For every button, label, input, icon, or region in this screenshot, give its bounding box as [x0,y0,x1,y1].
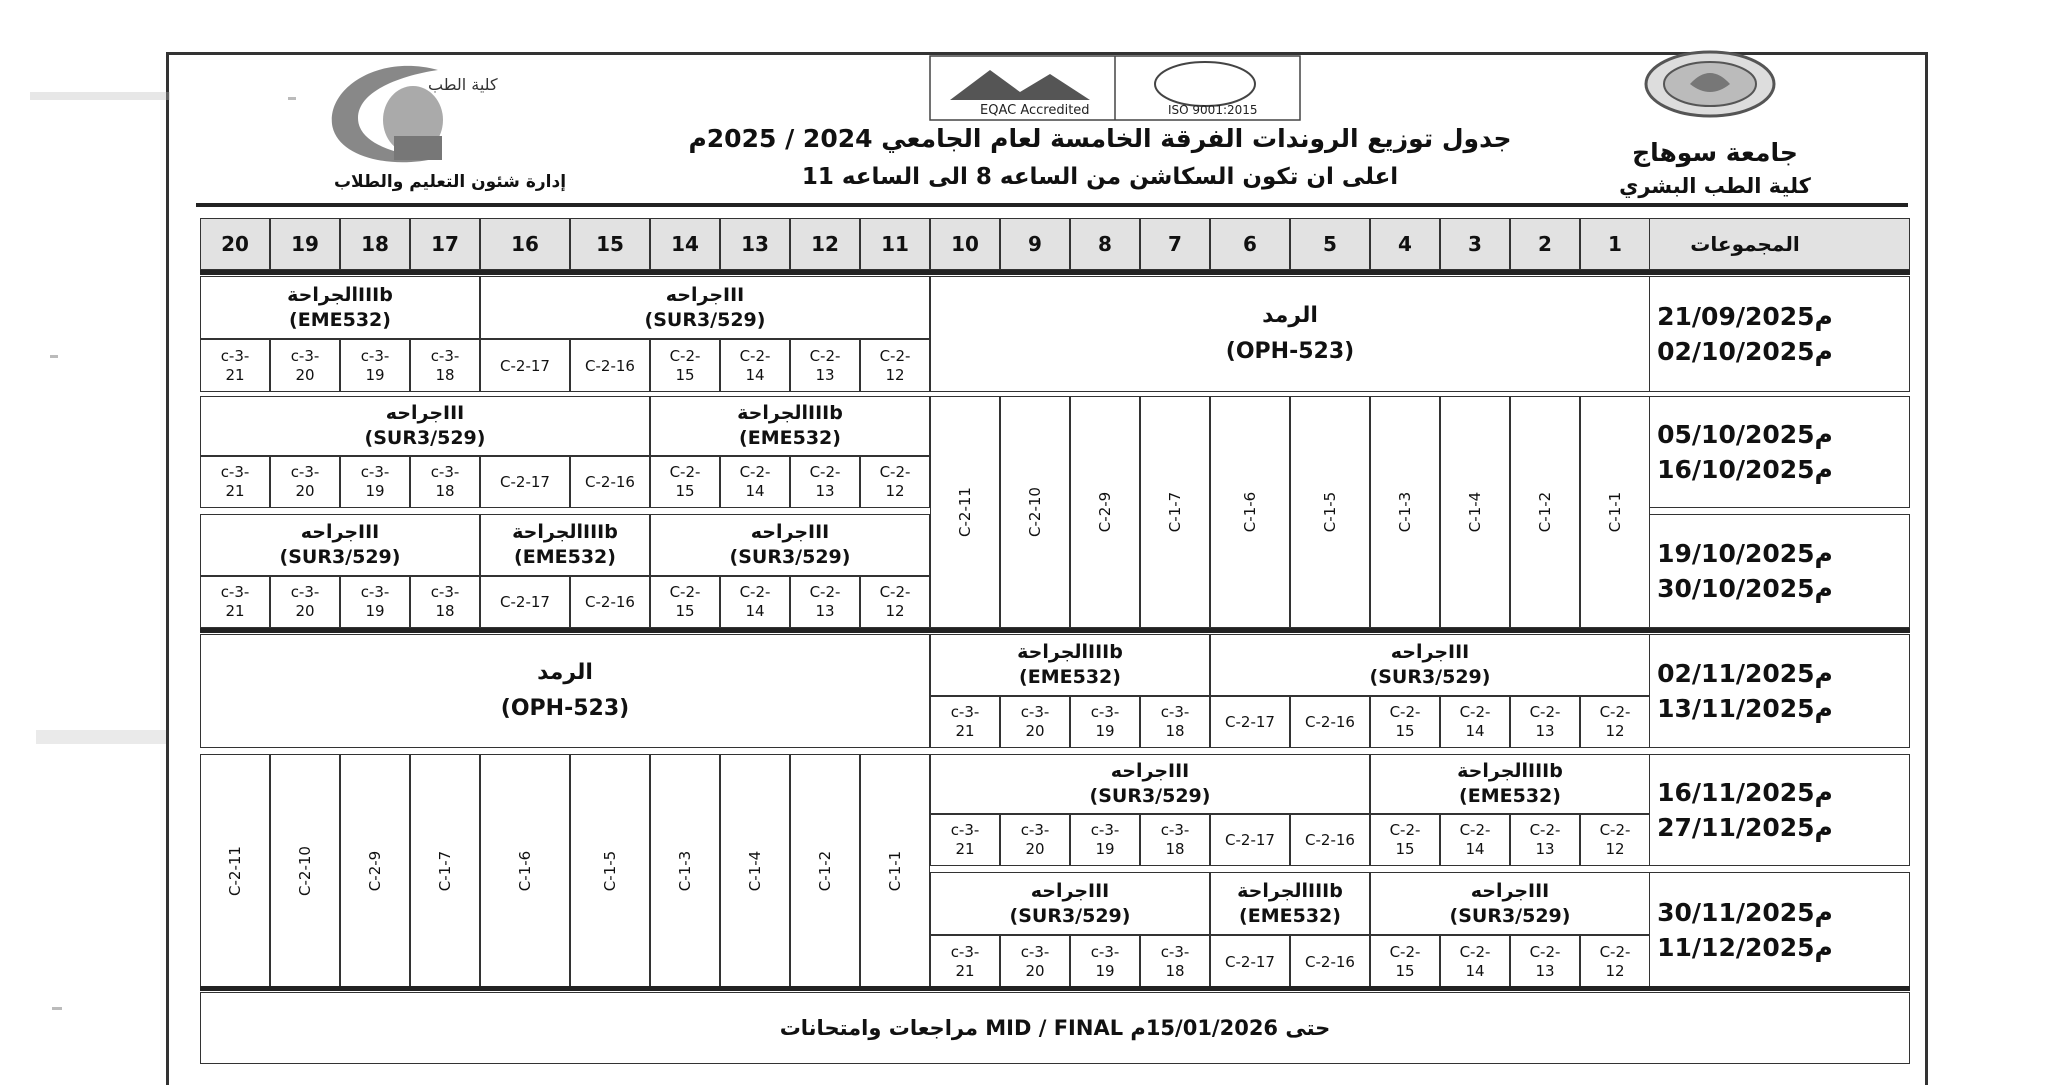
date-to: 13/11/2025م [1657,694,1833,723]
group-cell [1210,696,1290,748]
group-cell [790,339,860,392]
column-header [200,218,270,270]
group-code: c-3- 19 [360,583,390,620]
group-code: C-1-5 [600,850,619,892]
column-number: 20 [221,232,249,256]
certification-logos [930,56,1300,120]
course-block [1370,872,1650,935]
department-name: إدارة شئون التعليم والطلاب [333,172,567,192]
group-code: c-3- 19 [1090,703,1120,740]
group-code: C-2- 15 [1389,942,1421,980]
group-code: C-2- 12 [879,463,911,500]
group-code: C-2- 15 [1389,821,1421,858]
course-name: الجراحةIIIb [1017,641,1123,663]
column-number: 11 [881,232,909,256]
group-cell [1290,696,1370,748]
group-cell [1510,935,1580,988]
group-code: C-2-17 [1225,831,1275,849]
group-code: c-3- 20 [1020,942,1050,980]
schedule-title: جدول توزيع الروندات الفرقة الخامسة لعام الجامعي 2024 / 2025م [688,124,1512,153]
course-name: جراحهIII [750,521,830,543]
course-name: الجراحةIIIb [737,402,843,424]
vertical-group-cell [1580,396,1650,628]
group-cell [860,456,930,508]
group-cell [1440,696,1510,748]
group-code: C-2-16 [585,593,635,611]
column-number: 13 [741,232,769,256]
group-code: C-1-2 [1535,491,1554,533]
column-number: 2 [1538,232,1552,256]
faculty-name: كلية الطب البشري [1619,174,1811,198]
group-cell [720,456,790,508]
course-block [930,276,1650,392]
date-from: 16/11/2025م [1657,778,1833,807]
course-code: (EME532) [1239,904,1341,927]
group-code: C-1-3 [1395,491,1414,533]
group-cell [480,339,570,392]
course-block [480,276,930,339]
group-cell [410,576,480,628]
vertical-group-cell [1510,396,1580,628]
group-cell [480,576,570,628]
group-code: c-3- 19 [360,346,390,384]
group-code: C-2-17 [1225,713,1275,731]
group-code: C-2- 12 [879,583,911,620]
group-cell [650,456,720,508]
scan-noise [30,92,170,100]
group-code: C-2- 14 [739,346,771,384]
group-code: C-2-10 [1026,487,1044,537]
course-block [480,514,650,576]
vertical-group-cell [1370,396,1440,628]
group-cell [410,456,480,508]
group-code: c-3- 18 [430,346,460,384]
group-code: c-3- 18 [1160,821,1190,858]
group-code: C-2- 13 [809,583,841,620]
course-code: (SUR3/529) [729,546,851,568]
course-code: (OPH-523) [1225,339,1355,364]
course-name: جراحهIII [1390,641,1470,663]
group-code: C-1-1 [1605,491,1624,533]
group-code: C-2-16 [585,356,635,375]
group-code: C-1-2 [815,850,834,892]
column-number: 14 [671,232,699,256]
group-code: C-2-9 [1095,491,1114,533]
date-from: 02/11/2025م [1657,659,1833,688]
group-code: c-3- 18 [1160,703,1190,740]
group-cell [1210,935,1290,988]
group-code: c-3- 21 [950,942,980,980]
group-cell [200,576,270,628]
vertical-group-cell [270,754,340,988]
course-code: (SUR3/529) [364,427,486,449]
course-code: (EME532) [289,308,391,331]
course-code: (SUR3/529) [279,546,401,568]
group-code: C-2-16 [1305,713,1355,731]
course-code: (EME532) [1019,666,1121,688]
date-to: 02/10/2025م [1657,337,1833,366]
group-code: C-2- 12 [879,346,911,384]
row-separator [200,628,1910,633]
group-code: C-2-16 [1305,952,1355,971]
group-cell [1440,814,1510,866]
course-block [650,514,930,576]
vertical-group-cell [790,754,860,988]
column-header [410,218,480,270]
group-cell [1370,696,1440,748]
column-header [1580,218,1650,270]
group-cell [570,456,650,508]
university-name: جامعة سوهاج [1632,138,1798,167]
scan-noise [288,97,296,100]
scan-noise [52,1007,62,1010]
group-cell [1510,696,1580,748]
group-cell [340,576,410,628]
column-number: 6 [1243,232,1257,256]
group-code: C-2- 13 [809,346,841,384]
group-code: c-3- 21 [950,703,980,740]
group-cell [930,935,1000,988]
group-code: C-2-11 [226,846,244,896]
group-cell [1510,814,1580,866]
column-number: 17 [431,232,459,256]
group-code: c-3- 18 [1160,942,1190,980]
column-number: 7 [1168,232,1182,256]
group-code: C-2- 12 [1599,821,1631,858]
vertical-group-cell [1210,396,1290,628]
group-code: C-2- 13 [1529,821,1561,858]
course-name: جراحهIII [300,521,380,543]
date-to: 16/10/2025م [1657,455,1833,484]
group-cell [650,339,720,392]
group-cell [480,456,570,508]
group-cell [1000,935,1070,988]
course-name: الرمد [537,660,593,685]
column-number: 3 [1468,232,1482,256]
group-code: C-2-17 [1225,952,1275,971]
course-name: الجراحةIIIb [1237,879,1343,902]
column-header [480,218,570,270]
group-cell [270,576,340,628]
column-number: 5 [1323,232,1337,256]
university-logo [1640,50,1780,120]
group-cell [650,576,720,628]
group-cell [340,456,410,508]
group-code: C-2- 14 [1459,821,1491,858]
vertical-group-cell [1000,396,1070,628]
exam-footer [200,992,1910,1064]
group-code: C-1-5 [1320,491,1339,533]
column-number: 4 [1398,232,1412,256]
group-cell [1290,935,1370,988]
course-code: (SUR3/529) [1449,904,1571,927]
column-header [650,218,720,270]
footer-text: مراجعات وامتحانات MID / FINAL حتى 15/01/2026م [779,1016,1331,1040]
course-name: جراحهIII [1470,879,1550,902]
group-code: c-3- 19 [1090,942,1120,980]
group-code: C-1-1 [885,850,904,892]
vertical-group-cell [340,754,410,988]
group-code: c-3- 21 [950,821,980,858]
group-code: c-3- 19 [360,463,390,500]
course-block [1370,754,1650,814]
vertical-group-cell [200,754,270,988]
group-code: C-2- 12 [1599,942,1631,980]
group-cell [410,339,480,392]
group-cell [1210,814,1290,866]
group-cell [1440,935,1510,988]
date-to: 11/12/2025م [1657,933,1833,962]
group-code: c-3- 18 [430,463,460,500]
vertical-group-cell [650,754,720,988]
column-number: 15 [596,232,624,256]
group-code: C-2-9 [365,850,384,892]
group-cell [790,576,860,628]
group-cell [1580,814,1650,866]
scan-noise [50,355,58,358]
group-code: C-2- 13 [1529,703,1561,740]
group-code: c-3- 20 [290,346,320,384]
group-code: c-3- 21 [220,583,250,620]
vertical-group-cell [480,754,570,988]
column-number: 1 [1608,232,1622,256]
column-header [930,218,1000,270]
group-cell [1070,696,1140,748]
group-cell [1370,814,1440,866]
vertical-group-cell [720,754,790,988]
date-from: 21/09/2025م [1657,302,1833,331]
group-code: C-1-7 [435,850,454,892]
group-cell [860,576,930,628]
header-divider [196,203,1908,207]
column-number: 16 [511,232,539,256]
column-header [1370,218,1440,270]
date-from: 05/10/2025م [1657,420,1833,449]
group-code: C-2-16 [585,473,635,491]
group-cell [1580,696,1650,748]
row-separator [200,270,1910,275]
svg-text:ISO 9001:2015: ISO 9001:2015 [1168,103,1258,117]
course-block [930,754,1370,814]
column-number: 19 [291,232,319,256]
svg-text:كلية الطب: كلية الطب [428,75,498,94]
column-header [1070,218,1140,270]
column-header [340,218,410,270]
column-header [720,218,790,270]
group-code: C-2- 15 [1389,703,1421,740]
column-number: 12 [811,232,839,256]
date-to: 27/11/2025م [1657,813,1833,842]
course-block [200,276,480,339]
column-header [1140,218,1210,270]
course-code: (EME532) [1459,785,1561,807]
group-cell [720,576,790,628]
group-cell [930,814,1000,866]
course-name: جراحهIII [1030,879,1110,902]
group-code: C-2- 15 [669,346,701,384]
date-from: 30/11/2025م [1657,898,1833,927]
group-code: C-2- 14 [1459,942,1491,980]
group-cell [1290,814,1370,866]
course-block [650,396,930,456]
row-separator [200,986,1910,991]
group-code: C-1-4 [1465,491,1484,533]
group-code: C-2- 14 [739,583,771,620]
course-code: (SUR3/529) [644,308,766,331]
group-cell [570,576,650,628]
column-header [1210,218,1290,270]
group-cell [1140,935,1210,988]
group-code: C-1-6 [515,850,534,892]
group-cell [340,339,410,392]
course-block [200,634,930,748]
course-code: (OPH-523) [500,696,630,721]
group-code: c-3- 20 [1020,821,1050,858]
group-cell [1370,935,1440,988]
column-number: 18 [361,232,389,256]
group-code: C-1-7 [1165,491,1184,533]
column-header [1510,218,1580,270]
group-code: c-3- 20 [1020,703,1050,740]
vertical-group-cell [570,754,650,988]
group-cell [1580,935,1650,988]
group-cell [570,339,650,392]
course-block [200,396,650,456]
course-block [930,634,1210,696]
group-code: c-3- 20 [290,463,320,500]
scan-noise [36,730,166,744]
course-block [1210,872,1370,935]
group-cell [1070,935,1140,988]
vertical-group-cell [1290,396,1370,628]
schedule-subtitle: اعلى ان تكون السكاشن من الساعه 8 الى الساعه 11 [801,164,1399,190]
column-number: 10 [951,232,979,256]
group-cell [200,339,270,392]
course-code: (SUR3/529) [1369,666,1491,688]
group-cell [200,456,270,508]
group-code: c-3- 18 [430,583,460,620]
group-code: C-2- 13 [809,463,841,500]
column-header [860,218,930,270]
course-name: جراحهIII [1110,760,1190,782]
column-header [790,218,860,270]
faculty-logo [318,58,498,170]
group-code: C-1-6 [1240,491,1259,533]
course-name: الجراحةIIIb [1457,760,1563,782]
vertical-group-cell [1440,396,1510,628]
course-name: الجراحةIIIb [512,521,618,543]
column-number: 9 [1028,232,1042,256]
group-code: C-2- 14 [1459,703,1491,740]
course-block [200,514,480,576]
group-code: C-2- 14 [739,463,771,500]
svg-text:EQAC Accredited: EQAC Accredited [980,103,1090,118]
group-cell [1140,814,1210,866]
group-cell [930,696,1000,748]
group-code: C-2-17 [500,356,550,375]
vertical-group-cell [1070,396,1140,628]
group-cell [1070,814,1140,866]
course-name: جراحهIII [665,283,745,306]
group-code: C-2-10 [296,846,314,896]
group-code: C-2- 15 [669,463,701,500]
group-code: C-2- 13 [1529,942,1561,980]
column-header [570,218,650,270]
group-code: C-1-3 [675,850,694,892]
group-code: C-1-4 [745,850,764,892]
column-number: 8 [1098,232,1112,256]
vertical-group-cell [1140,396,1210,628]
date-from: 19/10/2025م [1657,539,1833,568]
course-name: جراحهIII [385,402,465,424]
groups-header-label: المجموعات [1690,232,1800,256]
course-code: (SUR3/529) [1009,904,1131,927]
course-code: (EME532) [514,546,616,568]
vertical-group-cell [860,754,930,988]
vertical-group-cell [410,754,480,988]
course-block [930,872,1210,935]
group-code: C-2- 12 [1599,703,1631,740]
group-cell [720,339,790,392]
group-code: C-2-17 [500,473,550,491]
group-code: c-3- 20 [290,583,320,620]
group-cell [790,456,860,508]
group-cell [1000,696,1070,748]
column-header [1290,218,1370,270]
group-cell [1000,814,1070,866]
course-name: الرمد [1262,303,1318,328]
vertical-group-cell [930,396,1000,628]
group-code: C-2- 15 [669,583,701,620]
group-code: C-2-11 [956,487,974,537]
date-to: 30/10/2025م [1657,574,1833,603]
group-code: c-3- 21 [220,346,250,384]
column-header [270,218,340,270]
course-code: (SUR3/529) [1089,785,1211,807]
group-code: c-3- 21 [220,463,250,500]
group-code: C-2-16 [1305,831,1355,849]
group-cell [860,339,930,392]
course-block [1210,634,1650,696]
course-name: الجراحةIIIb [287,283,393,306]
column-header [1440,218,1510,270]
column-header [1000,218,1070,270]
group-cell [270,456,340,508]
course-code: (EME532) [739,427,841,449]
group-code: C-2-17 [500,593,550,611]
group-code: c-3- 19 [1090,821,1120,858]
group-cell [1140,696,1210,748]
group-cell [270,339,340,392]
